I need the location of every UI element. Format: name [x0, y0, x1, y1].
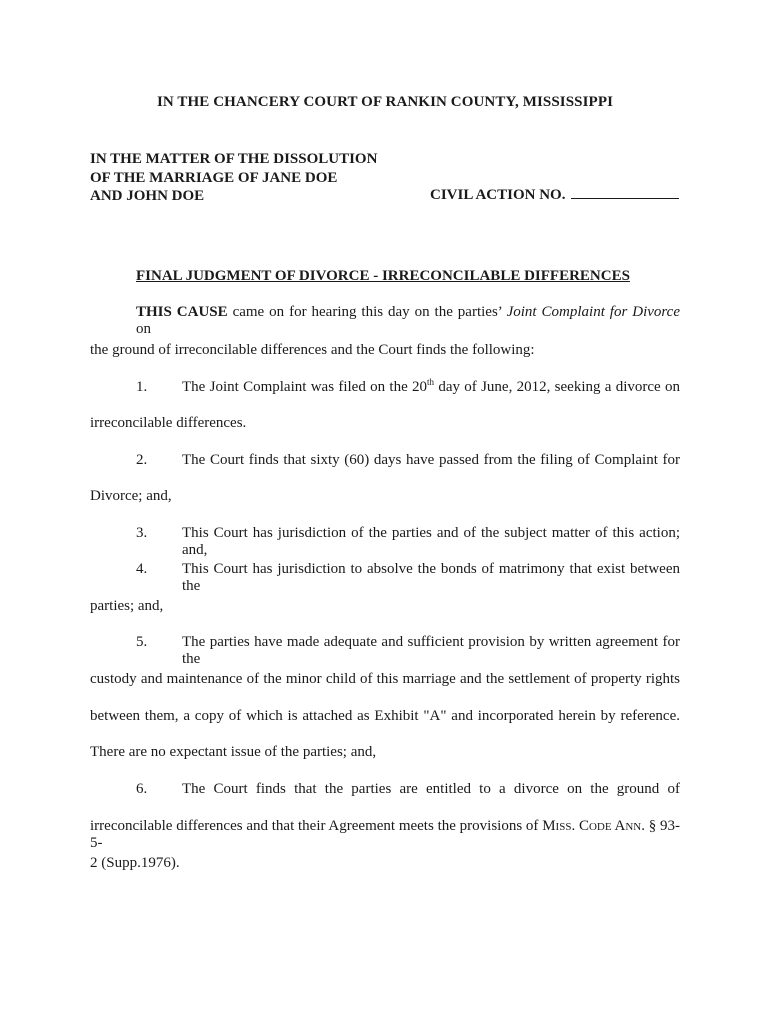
intro-italic: Joint Complaint for Divorce: [506, 304, 680, 320]
item-1-line-1: [182, 379, 680, 396]
intro-bold: THIS CAUSE: [136, 304, 228, 320]
caption-line: IN THE MATTER OF THE DISSOLUTION: [90, 151, 378, 167]
court-heading: IN THE CHANCERY COURT OF RANKIN COUNTY, MISSISSIPPI: [156, 94, 614, 110]
item-number: 4.: [136, 561, 148, 577]
item-text: irreconcilable differences and that their Agreement meets the provisions of: [90, 818, 543, 834]
item-4-line-1: This Court has jurisdiction to absolve the bonds of matrimony that exist between the: [182, 561, 680, 594]
item-5-line-1: The parties have made adequate and sufficient provision by written agreement for the: [182, 634, 680, 667]
item-3-line-1: This Court has jurisdiction of the parties and of the subject matter of this action; and,: [182, 525, 680, 558]
caption-line: OF THE MARRIAGE OF JANE DOE: [90, 169, 338, 186]
item-6-line-2: [90, 818, 680, 852]
intro-line-2: the ground of irreconcilable differences and the Court finds the following:: [90, 342, 535, 358]
intro-text: on: [136, 321, 151, 337]
item-2-line-2: Divorce; and,: [90, 488, 172, 504]
civil-action-number: [430, 186, 679, 204]
item-4-line-2: parties; and,: [90, 598, 164, 614]
item-text: day of June, 2012, seeking a divorce on: [434, 379, 681, 395]
item-5-line-4: There are no expectant issue of the parties; and,: [90, 744, 377, 760]
document-title: FINAL JUDGMENT OF DIVORCE - IRRECONCILABLE DIFFERENCES: [136, 268, 630, 284]
item-number: 1.: [136, 379, 148, 395]
item-5-line-2: custody and maintenance of the minor child of this marriage and the settlement of property rights: [90, 671, 680, 687]
item-text: § 93-5-: [90, 818, 681, 851]
item-2-line-1: The Court finds that sixty (60) days have passed from the filing of Complaint for: [182, 452, 680, 468]
civil-action-blank: [571, 186, 679, 199]
item-5-line-3: between them, a copy of which is attached as Exhibit "A" and incorporated herein by reference.: [90, 708, 680, 724]
item-number: 6.: [136, 781, 148, 797]
caption-line: AND JOHN DOE: [90, 188, 205, 204]
statute-citation: Miss. Code Ann.: [542, 818, 645, 834]
case-caption: [90, 150, 377, 206]
intro-text: came on for hearing this day on the parties’: [227, 304, 507, 320]
item-number: 5.: [136, 634, 148, 650]
civil-action-label: CIVIL ACTION NO.: [430, 187, 566, 203]
item-6-line-3: 2 (Supp.1976).: [90, 855, 180, 871]
intro-line-1: [136, 304, 680, 338]
item-6-line-1: The Court finds that the parties are entitled to a divorce on the ground of: [182, 781, 680, 797]
item-number: 2.: [136, 452, 148, 468]
item-number: 3.: [136, 525, 148, 541]
item-1-line-2: irreconcilable differences.: [90, 415, 247, 431]
item-text: The Joint Complaint was filed on the 20: [182, 379, 428, 395]
superscript: th: [427, 377, 435, 387]
